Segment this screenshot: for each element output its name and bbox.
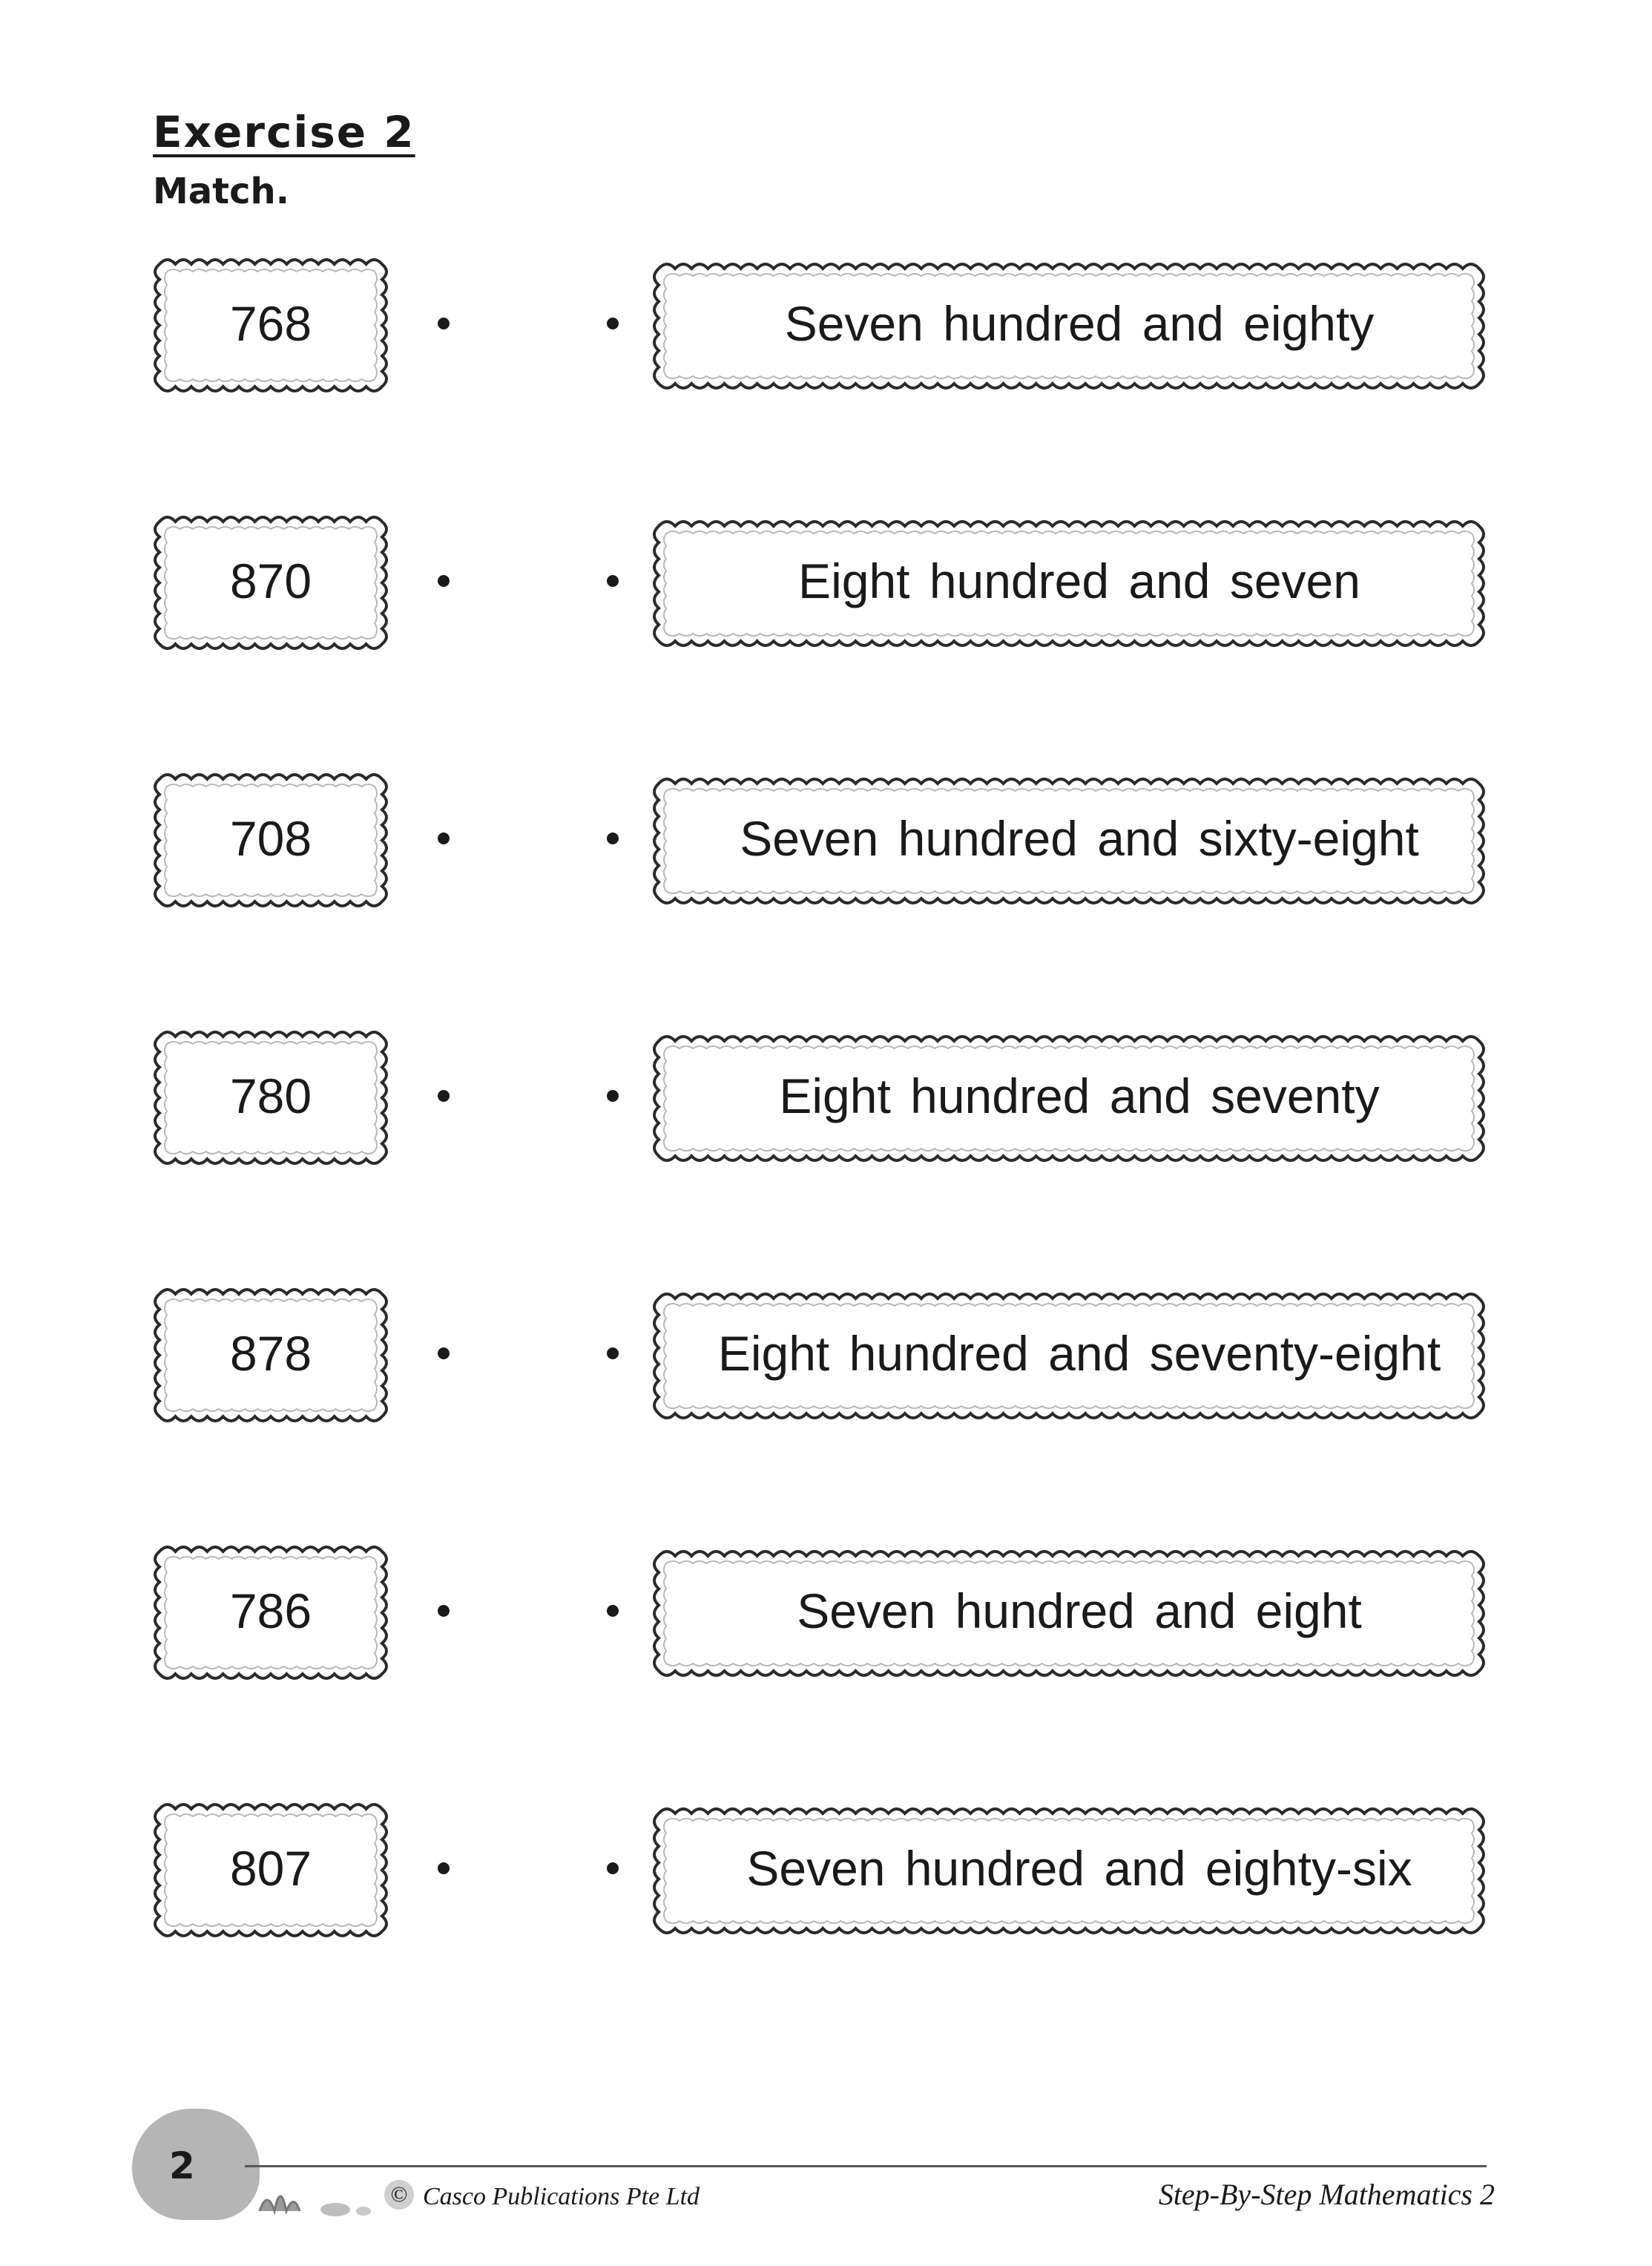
footer-divider	[245, 2165, 1487, 2167]
match-row	[0, 1279, 1652, 1428]
book-title: Step-By-Step Mathematics 2	[1158, 2178, 1495, 2211]
copyright-icon: ©	[384, 2180, 414, 2210]
word-box: Seven hundred and eighty	[784, 296, 1375, 351]
left-match-dot[interactable]	[438, 1090, 450, 1102]
number-box: 878	[229, 1326, 312, 1381]
number-box: 768	[229, 296, 312, 351]
match-row	[0, 764, 1652, 913]
number-box: 780	[229, 1068, 312, 1123]
right-match-dot[interactable]	[607, 1090, 619, 1102]
left-match-dot[interactable]	[438, 1347, 450, 1359]
word-box: Eight hundred and seventy-eight	[717, 1326, 1441, 1381]
right-match-dot[interactable]	[607, 1605, 619, 1617]
left-match-dot[interactable]	[438, 1862, 450, 1874]
left-match-dot[interactable]	[438, 318, 450, 329]
grass-decoration-icon	[252, 2174, 386, 2219]
page-number: 2	[169, 2144, 195, 2187]
match-row	[0, 1537, 1652, 1685]
left-match-dot[interactable]	[438, 575, 450, 587]
right-match-dot[interactable]	[607, 1347, 619, 1359]
word-box: Eight hundred and seventy	[779, 1068, 1380, 1123]
number-box: 708	[229, 811, 312, 866]
number-box: 786	[229, 1583, 312, 1638]
right-match-dot[interactable]	[607, 575, 619, 587]
number-box: 807	[229, 1841, 312, 1896]
word-box: Eight hundred and seven	[798, 554, 1360, 608]
match-row	[0, 507, 1652, 655]
word-box: Seven hundred and eight	[797, 1583, 1362, 1638]
right-match-dot[interactable]	[607, 832, 619, 844]
publisher-name: Casco Publications Pte Ltd	[423, 2183, 700, 2210]
match-row	[0, 1794, 1652, 1942]
right-match-dot[interactable]	[607, 1862, 619, 1874]
exercise-title: Exercise 2	[153, 107, 415, 157]
left-match-dot[interactable]	[438, 832, 450, 844]
match-row	[0, 1022, 1652, 1170]
match-row	[0, 249, 1652, 398]
exercise-instruction: Match.	[153, 171, 289, 212]
word-box: Seven hundred and eighty-six	[746, 1841, 1412, 1896]
page-number-bubble	[132, 2109, 260, 2220]
word-box: Seven hundred and sixty-eight	[740, 811, 1419, 866]
number-box: 870	[229, 554, 312, 608]
right-match-dot[interactable]	[607, 318, 619, 329]
left-match-dot[interactable]	[438, 1605, 450, 1617]
